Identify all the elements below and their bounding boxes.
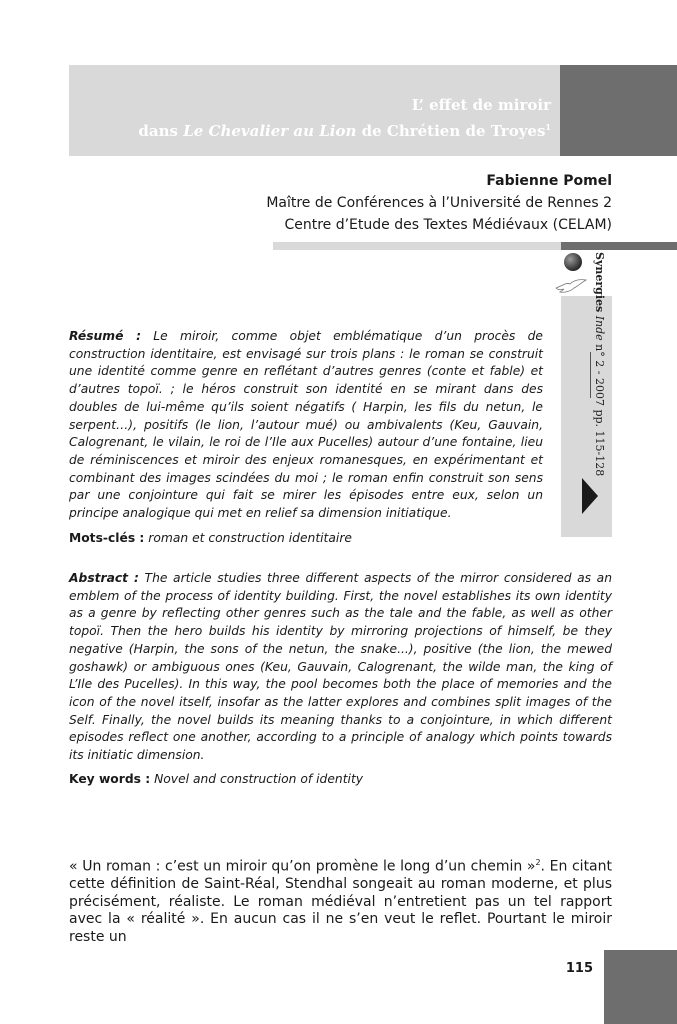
key-words-text: Novel and construction of identity [150, 772, 364, 786]
resume-paragraph [69, 328, 543, 523]
divider-dark [561, 242, 677, 250]
triangle-pointer-icon [582, 478, 598, 514]
mots-cles [69, 531, 352, 545]
title-band-dark [560, 65, 677, 156]
journal-name: Synergies [593, 252, 606, 313]
article-title-line1: L’ effet de miroir [411, 96, 551, 114]
mots-cles-text: roman et construction identitaire [144, 531, 352, 545]
author-position: Maître de Conférences à l’Université de Rennes 2 [266, 195, 612, 211]
journal-issue: n° 2 - 2007 pp. 115-128 [593, 340, 606, 477]
mots-cles-label: Mots-clés : [69, 531, 145, 545]
title-work: Le Chevalier au Lion [183, 122, 357, 140]
abstract-label: Abstract : [69, 571, 139, 585]
author-affiliation: Centre d’Etude des Textes Médiévaux (CELAM) [284, 217, 612, 233]
title-prefix: dans [138, 122, 184, 140]
globe-icon [564, 253, 582, 271]
dove-icon [554, 276, 588, 296]
resume-label: Résumé : [69, 329, 142, 343]
title-suffix: de Chrétien de Troyes [356, 122, 546, 140]
body-quote: « Un roman : c’est un miroir qu’on promène le long d’un chemin » [69, 858, 536, 875]
body-paragraph [69, 854, 612, 946]
key-words-label: Key words : [69, 772, 151, 786]
abstract-paragraph [69, 570, 612, 765]
page-number-band [604, 950, 677, 1024]
key-words [69, 772, 363, 786]
resume-text: Le miroir, comme objet emblématique d’un procès de construction identitaire, est envisagé sur trois plans : le roman se construit une identité comme genre en reflétant d’autres genres (conte et fable) et d’autres topoï. ; le héros construit son identité en se mirant dans des doubles de lui-même qu’ils soient négatifs ( Harpin, les fils du netun, le serpent…), positifs (le lion, l’autour mué) ou ambivalents (Keu, Gauvain, Calogrenant, le vilain, le roi de l’Ile aux Pucelles) autour d’une fontaine, lieu de réminiscences et miroir des enjeux romanesques, en expérimentant et combinant des images scindées du moi ; le roman enfin construit son sens par une conjointure qui fait se mirer les épisodes entre eux, selon un principe analogique qui met en relief sa dimension initiatique. [69, 329, 543, 521]
title-footnote-mark: 1 [545, 122, 551, 132]
abstract-text: The article studies three different aspects of the mirror considered as an emblem of the process of identity building. First, the novel establishes its own identity as a genre by reflecting other genres such as the tale and the fable, as well as other topoï. Then the hero builds his identity by mirroring projections of himself, be they negative (Harpin, the sons of the netun, the snake...), positive (the lion, the mewed goshawk) or ambiguous ones (Keu, Gauvain, Calogrenant, the wilde man, the king of L’Ile des Pucelles). In this way, the pool becomes both the place of memories and the icon of the novel itself, insofar as the latter explores and combines split images of the Self. Finally, the novel builds its meaning thanks to a conjointure, in which different episodes reflect one another, according to a principle of analogy which points towards its initiatic dimension. [69, 571, 613, 763]
page-number: 115 [565, 961, 593, 976]
author-block [266, 170, 612, 236]
author-name: Fabienne Pomel [486, 173, 612, 189]
journal-side-line [590, 352, 591, 398]
journal-reference [593, 252, 606, 476]
journal-country: Inde [593, 315, 606, 341]
divider-light [273, 242, 561, 250]
body-continuation: . En citant cette définition de Saint-Réal, Stendhal songeait au roman moderne, et plus précisément, réaliste. Le roman médiéval n’entretient pas un tel rapport avec la « réalité ». En aucun cas il ne s’en veut le reflet. Pourtant le miroir reste un [69, 858, 612, 945]
body-footnote-mark: 2 [535, 858, 541, 867]
article-title-line2 [138, 122, 551, 140]
